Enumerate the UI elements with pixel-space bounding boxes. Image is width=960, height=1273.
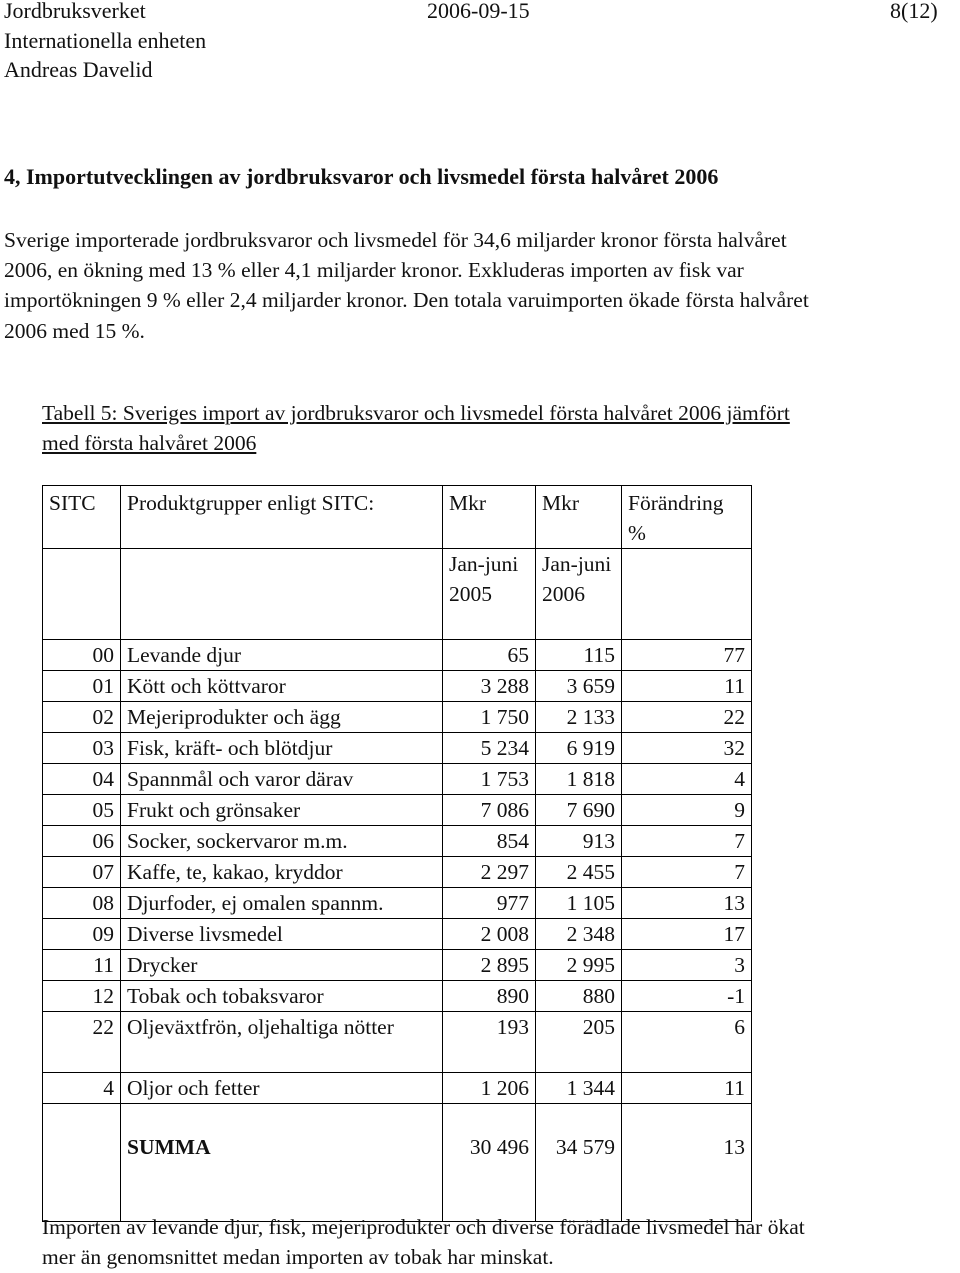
- sitc-code: 05: [43, 795, 121, 826]
- table-row: [43, 1012, 752, 1073]
- value-2006: 7 690: [536, 795, 622, 826]
- value-2006: 205: [536, 1012, 622, 1073]
- header-page-number: 8(12): [890, 0, 938, 23]
- sitc-code: 03: [43, 733, 121, 764]
- table-header-row: [43, 486, 752, 549]
- table-sum-row: [43, 1104, 752, 1222]
- change-percent: 32: [622, 733, 752, 764]
- value-2006: 115: [536, 640, 622, 671]
- sum-2006: 34 579: [536, 1104, 622, 1222]
- import-table: [42, 485, 752, 1222]
- product-group: Socker, sockervaror m.m.: [121, 826, 443, 857]
- value-2006: 1 344: [536, 1073, 622, 1104]
- table-row: [43, 795, 752, 826]
- empty-cell: [43, 1104, 121, 1222]
- product-group: Kaffe, te, kakao, kryddor: [121, 857, 443, 888]
- product-group: Kött och köttvaror: [121, 671, 443, 702]
- value-2005: 65: [443, 640, 536, 671]
- product-group: Levande djur: [121, 640, 443, 671]
- sitc-code: 08: [43, 888, 121, 919]
- product-group: Frukt och grönsaker: [121, 795, 443, 826]
- product-group: Fisk, kräft- och blötdjur: [121, 733, 443, 764]
- sum-2005: 30 496: [443, 1104, 536, 1222]
- table-row: [43, 857, 752, 888]
- table-caption-line: med första halvåret 2006: [42, 431, 257, 455]
- sitc-code: 06: [43, 826, 121, 857]
- header-change: Förändring %: [622, 486, 752, 549]
- product-group: Djurfoder, ej omalen spannm.: [121, 888, 443, 919]
- product-group: Tobak och tobaksvaror: [121, 981, 443, 1012]
- sitc-code: 4: [43, 1073, 121, 1104]
- change-percent: -1: [622, 981, 752, 1012]
- value-2005: 1 206: [443, 1073, 536, 1104]
- value-2005: 5 234: [443, 733, 536, 764]
- header-org: Jordbruksverket: [4, 0, 146, 23]
- table-row: [43, 671, 752, 702]
- header-period-2006: Jan-juni 2006: [536, 549, 622, 640]
- sitc-code: 07: [43, 857, 121, 888]
- table-row: [43, 919, 752, 950]
- change-percent: 77: [622, 640, 752, 671]
- header-date: 2006-09-15: [427, 0, 530, 23]
- value-2005: 2 895: [443, 950, 536, 981]
- value-2005: 2 008: [443, 919, 536, 950]
- value-2006: 1 818: [536, 764, 622, 795]
- table-row: [43, 733, 752, 764]
- table-row: [43, 1073, 752, 1104]
- sitc-code: 09: [43, 919, 121, 950]
- empty-cell: [121, 549, 443, 640]
- header-period-2005: Jan-juni 2005: [443, 549, 536, 640]
- sitc-code: 22: [43, 1012, 121, 1073]
- value-2006: 913: [536, 826, 622, 857]
- value-2006: 2 348: [536, 919, 622, 950]
- sitc-code: 02: [43, 702, 121, 733]
- value-2005: 193: [443, 1012, 536, 1073]
- value-2005: 2 297: [443, 857, 536, 888]
- table-row: [43, 981, 752, 1012]
- change-percent: 4: [622, 764, 752, 795]
- product-group: Drycker: [121, 950, 443, 981]
- intro-line: importökningen 9 % eller 2,4 miljarder kronor. Den totala varuimporten ökade första halvåret: [4, 288, 809, 312]
- product-group: Oljeväxtfrön, oljehaltiga nötter: [121, 1012, 443, 1073]
- value-2005: 1 753: [443, 764, 536, 795]
- table-row: [43, 888, 752, 919]
- table-row: [43, 702, 752, 733]
- header-mkr-2006: Mkr: [536, 486, 622, 549]
- header-author: Andreas Davelid: [4, 57, 153, 82]
- sitc-code: 00: [43, 640, 121, 671]
- empty-cell: [43, 549, 121, 640]
- table-caption-line: Tabell 5: Sveriges import av jordbruksvaror och livsmedel första halvåret 2006 jämfört: [42, 401, 790, 425]
- value-2006: 2 995: [536, 950, 622, 981]
- product-group: Oljor och fetter: [121, 1073, 443, 1104]
- change-percent: 11: [622, 1073, 752, 1104]
- header-sitc: SITC: [43, 486, 121, 549]
- header-product-group: Produktgrupper enligt SITC:: [121, 486, 443, 549]
- header-mkr-2005: Mkr: [443, 486, 536, 549]
- product-group: Mejeriprodukter och ägg: [121, 702, 443, 733]
- sum-change: 13: [622, 1104, 752, 1222]
- section-heading: 4, Importutvecklingen av jordbruksvaror och livsmedel första halvåret 2006: [4, 164, 719, 189]
- value-2005: 890: [443, 981, 536, 1012]
- intro-line: 2006, en ökning med 13 % eller 4,1 miljarder kronor. Exkluderas importen av fisk var: [4, 258, 744, 282]
- change-percent: 13: [622, 888, 752, 919]
- value-2005: 7 086: [443, 795, 536, 826]
- change-percent: 17: [622, 919, 752, 950]
- value-2006: 880: [536, 981, 622, 1012]
- value-2006: 6 919: [536, 733, 622, 764]
- value-2005: 3 288: [443, 671, 536, 702]
- product-group: Diverse livsmedel: [121, 919, 443, 950]
- table-row: [43, 764, 752, 795]
- change-percent: 11: [622, 671, 752, 702]
- sitc-code: 12: [43, 981, 121, 1012]
- header-unit: Internationella enheten: [4, 28, 207, 53]
- table-subheader-row: [43, 549, 752, 640]
- change-percent: 22: [622, 702, 752, 733]
- closing-line: mer än genomsnittet medan importen av tobak har minskat.: [42, 1245, 554, 1269]
- value-2006: 2 133: [536, 702, 622, 733]
- value-2006: 3 659: [536, 671, 622, 702]
- empty-cell: [622, 549, 752, 640]
- value-2005: 1 750: [443, 702, 536, 733]
- sitc-code: 11: [43, 950, 121, 981]
- change-percent: 9: [622, 795, 752, 826]
- change-percent: 7: [622, 826, 752, 857]
- intro-line: 2006 med 15 %.: [4, 319, 145, 343]
- change-percent: 7: [622, 857, 752, 888]
- intro-line: Sverige importerade jordbruksvaror och livsmedel för 34,6 miljarder kronor första halvåret: [4, 228, 787, 252]
- table-row: [43, 950, 752, 981]
- sum-label: SUMMA: [121, 1104, 443, 1222]
- product-group: Spannmål och varor därav: [121, 764, 443, 795]
- table-row: [43, 640, 752, 671]
- closing-line: Importen av levande djur, fisk, mejeriprodukter och diverse förädlade livsmedel har ökat: [42, 1215, 805, 1239]
- table-row: [43, 826, 752, 857]
- value-2005: 854: [443, 826, 536, 857]
- sitc-code: 04: [43, 764, 121, 795]
- change-percent: 6: [622, 1012, 752, 1073]
- value-2006: 2 455: [536, 857, 622, 888]
- change-percent: 3: [622, 950, 752, 981]
- sitc-code: 01: [43, 671, 121, 702]
- value-2005: 977: [443, 888, 536, 919]
- value-2006: 1 105: [536, 888, 622, 919]
